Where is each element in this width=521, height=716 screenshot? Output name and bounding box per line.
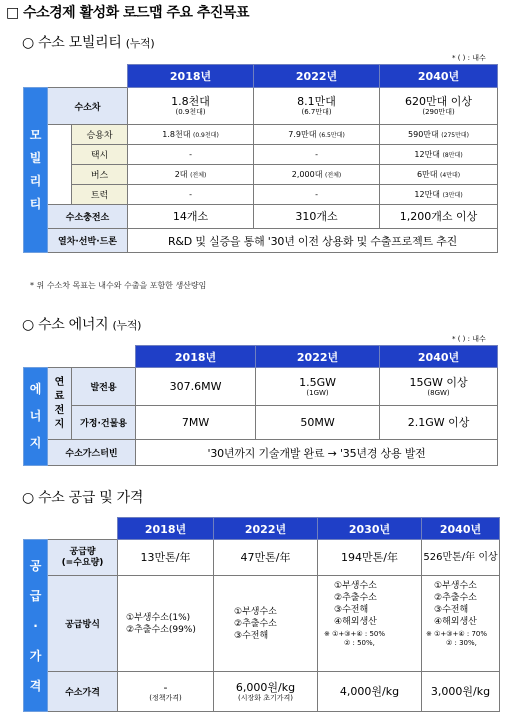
row-label-taxi: 택시 [72, 145, 128, 165]
bus-2022: 2,000대 (전체) [254, 165, 380, 185]
sedan-2022: 7.9만대 (6.5만대) [254, 125, 380, 145]
home-2040: 2.1GW 이상 [380, 406, 498, 440]
row-label-power: 발전용 [72, 368, 136, 406]
truck-2018: - [128, 185, 254, 205]
car-2040: 620만대 이상 (290만대) [380, 88, 498, 125]
method-2018: ①부생수소(1%) ②추출수소(99%) [118, 576, 214, 672]
year-header-2022: 2022년 [214, 518, 318, 540]
truck-2022: - [254, 185, 380, 205]
price-2040: 3,000원/kg [422, 672, 500, 712]
row-label-bus: 버스 [72, 165, 128, 185]
row-label-sedan: 승용차 [72, 125, 128, 145]
mobility-heading-note: (누적) [125, 37, 155, 50]
taxi-2022: - [254, 145, 380, 165]
subrow-bracket [48, 125, 72, 205]
method-2040: ①부생수소 ②추출수소 ③수전해 ④해외생산 ※ ①+③+④ : 70% ② : 30%, [422, 576, 500, 672]
year-header-2018: 2018년 [136, 346, 256, 368]
energy-heading: ○ 수소 에너지 (누적) [22, 317, 142, 333]
price-2018: - (정책가격) [118, 672, 214, 712]
amount-2040: 526만톤/年 이상 [422, 540, 500, 576]
mobility-heading: ○ 수소 모빌리티 (누적) [22, 35, 155, 51]
amount-2018: 13만톤/年 [118, 540, 214, 576]
turbine-target: '30년까지 기술개발 완료 → '35년경 상용 발전 [136, 440, 498, 466]
row-label-method: 공급방식 [48, 576, 118, 672]
power-2040: 15GW 이상 (8GW) [380, 368, 498, 406]
row-label-truck: 트럭 [72, 185, 128, 205]
station-2018: 14개소 [128, 205, 254, 229]
mobility-side-label: 모 빌 리 티 [24, 88, 48, 253]
mobility-footnote: * 위 수소차 목표는 내수와 수출을 포함한 생산량임 [30, 281, 207, 290]
supply-side-label: 공 급 · 가 격 [24, 540, 48, 712]
row-label-train: 열차·선박·드론 [48, 229, 128, 253]
price-2022: 6,000원/kg (시장화 초기가격) [214, 672, 318, 712]
bus-2018: 2대 (전체) [128, 165, 254, 185]
price-2030: 4,000원/kg [318, 672, 422, 712]
year-header-2022: 2022년 [254, 65, 380, 88]
taxi-2018: - [128, 145, 254, 165]
method-2040-note: ※ ①+③+④ : 70% ② : 30%, [426, 630, 488, 647]
taxi-2040: 12만대 (8만대) [380, 145, 498, 165]
year-header-2030: 2030년 [318, 518, 422, 540]
home-2018: 7MW [136, 406, 256, 440]
fuelcell-label: 연 료 전 지 [48, 368, 72, 440]
page-title: □ 수소경제 활성화 로드맵 주요 추진목표 [6, 5, 249, 21]
car-2018: 1.8천대 (0.9천대) [128, 88, 254, 125]
method-2030: ①부생수소 ②추출수소 ③수전해 ④해외생산 ※ ①+③+④ : 50% ② : 50%, [318, 576, 422, 672]
mobility-unit-note: * ( ) : 내수 [452, 54, 486, 62]
year-header-2018: 2018년 [118, 518, 214, 540]
supply-table [23, 517, 500, 712]
sedan-2040: 590만대 (275만대) [380, 125, 498, 145]
row-label-station: 수소충전소 [48, 205, 128, 229]
energy-unit-note: * ( ) : 내수 [452, 335, 486, 343]
row-label-turbine: 수소가스터빈 [48, 440, 136, 466]
row-label-amount: 공급량 (=수요량) [48, 540, 118, 576]
year-header-2022: 2022년 [256, 346, 380, 368]
train-target: R&D 및 실증을 통해 '30년 이전 상용화 및 수출프로젝트 추진 [128, 229, 498, 253]
sedan-2018: 1.8천대 (0.9천대) [128, 125, 254, 145]
energy-heading-note: (누적) [112, 319, 142, 332]
energy-side-label: 에 너 지 [24, 368, 48, 466]
method-2022: ①부생수소 ②추출수소 ③수전해 [214, 576, 318, 672]
year-header-2018: 2018년 [128, 65, 254, 88]
year-header-2040: 2040년 [380, 346, 498, 368]
power-2022: 1.5GW (1GW) [256, 368, 380, 406]
station-2022: 310개소 [254, 205, 380, 229]
row-label-home: 가정·건물용 [72, 406, 136, 440]
home-2022: 50MW [256, 406, 380, 440]
power-2018: 307.6MW [136, 368, 256, 406]
station-2040: 1,200개소 이상 [380, 205, 498, 229]
car-2022: 8.1만대 (6.7만대) [254, 88, 380, 125]
amount-2030: 194만톤/年 [318, 540, 422, 576]
mobility-table [23, 64, 498, 253]
truck-2040: 12만대 (3만대) [380, 185, 498, 205]
supply-heading: ○ 수소 공급 및 가격 [22, 490, 144, 506]
amount-2022: 47만톤/年 [214, 540, 318, 576]
year-header-2040: 2040년 [422, 518, 500, 540]
year-header-2040: 2040년 [380, 65, 498, 88]
energy-table [23, 345, 498, 466]
method-2030-note: ※ ①+③+④ : 50% ② : 50%, [324, 630, 386, 647]
row-label-price: 수소가격 [48, 672, 118, 712]
row-label-car: 수소차 [48, 88, 128, 125]
bus-2040: 6만대 (4만대) [380, 165, 498, 185]
